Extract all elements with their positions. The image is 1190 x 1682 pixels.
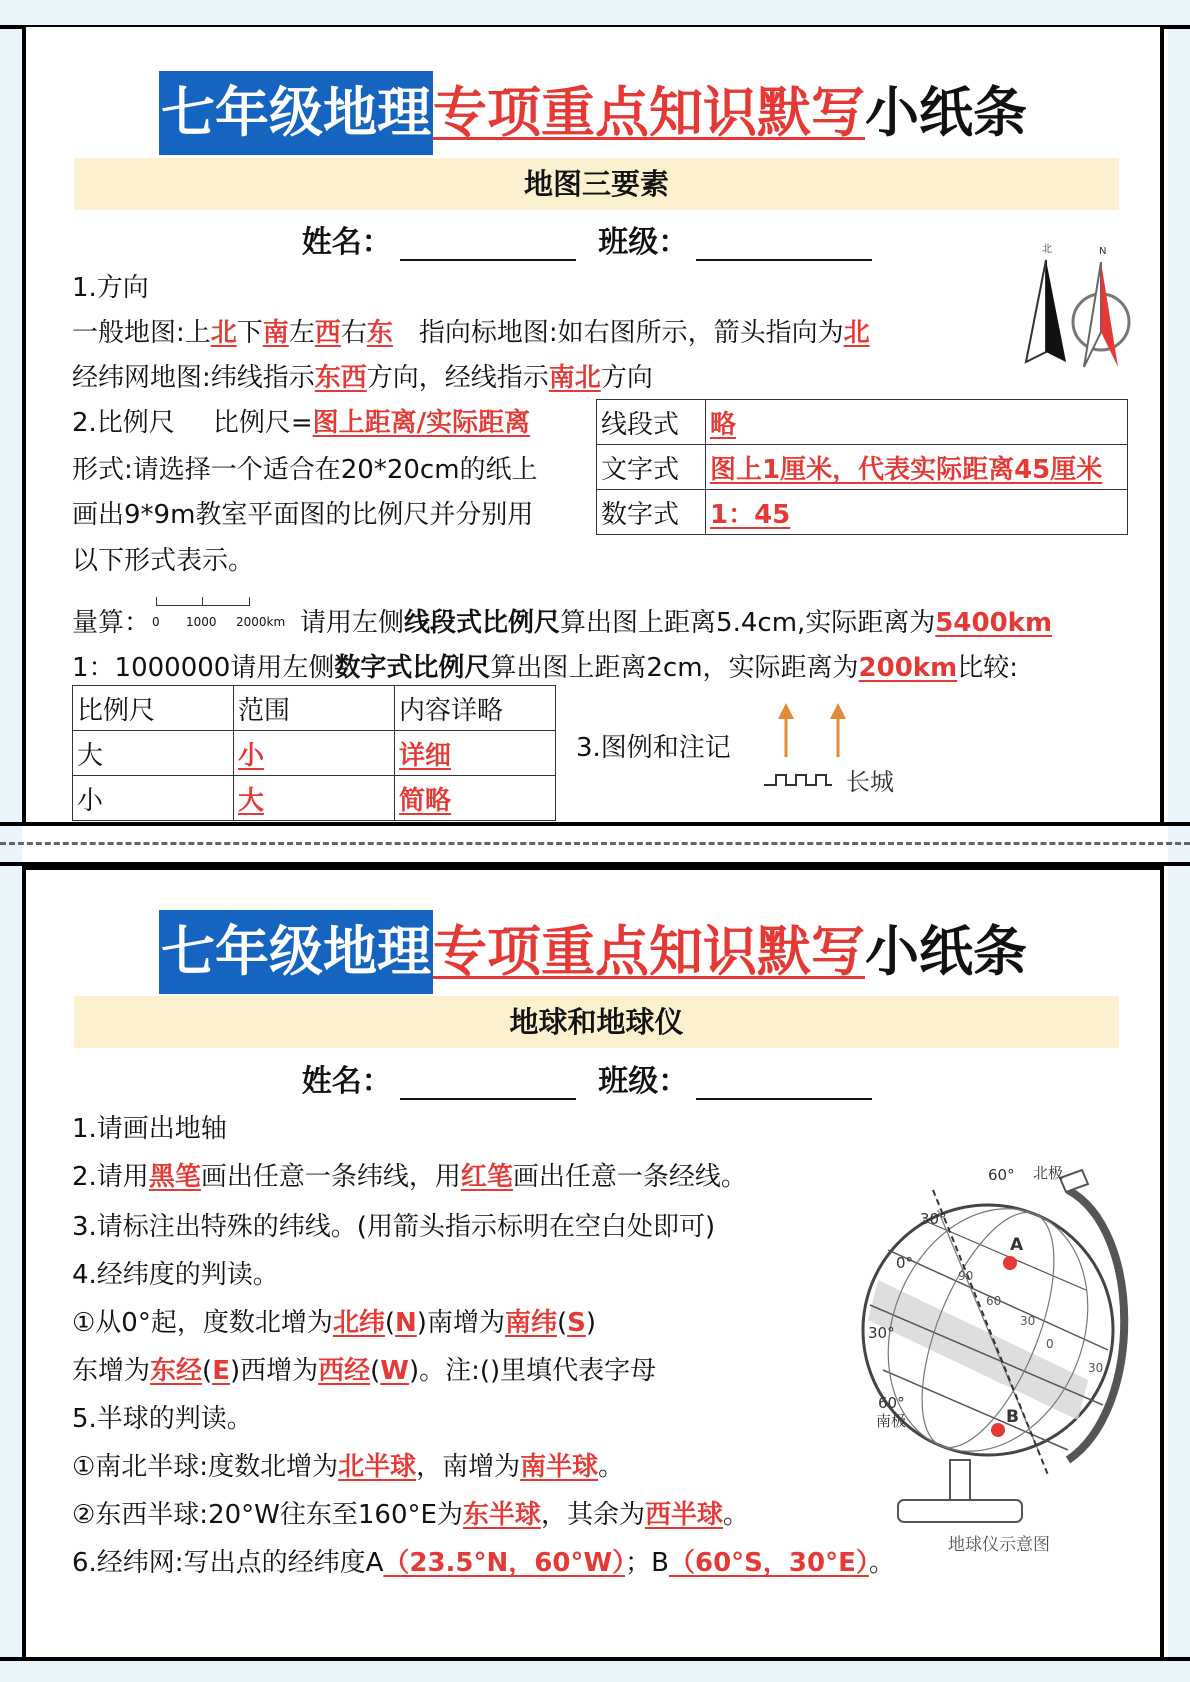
class-field[interactable] [696, 229, 872, 261]
card2-bottom-rule [0, 1657, 1190, 1661]
globe-label: 南极 [876, 1412, 907, 1430]
globe-label: 60 [986, 1294, 1002, 1308]
table-row: 数字式 1：45 [597, 490, 1128, 535]
class-field[interactable] [696, 1068, 872, 1100]
globe-label: 0 [1046, 1337, 1054, 1351]
title-suffix: 小纸条 [865, 81, 1027, 144]
table-row: 小 大 简略 [73, 776, 556, 821]
title-topic: 专项重点知识默写 [433, 81, 865, 144]
north-label-en: N [1099, 246, 1107, 257]
globe-label: 0° [896, 1254, 914, 1272]
table-row: 大 小 详细 [73, 731, 556, 776]
card-title [26, 71, 1160, 155]
worksheet-card-map-elements [22, 27, 1164, 825]
globe-label: 北极 [1033, 1164, 1064, 1182]
north-arrow-icon [996, 242, 1156, 382]
s2-line1: 2.比例尺 比例尺=图上距离/实际距离 [72, 408, 531, 438]
north-label-cn: 北 [1042, 244, 1052, 255]
s2-line4: 以下形式表示。 [72, 546, 255, 576]
s2-line2: 形式:请选择一个适合在20*20cm的纸上 [72, 455, 538, 485]
line-scale-icon: 0 1000 2000km [150, 611, 300, 637]
compare-table [72, 685, 556, 821]
globe-label: 90 [958, 1269, 974, 1283]
title-suffix: 小纸条 [865, 920, 1027, 983]
q6: 6.经纬网:写出点的经纬度A（23.5°N，60°W）；B（60°S，30°E）。 [72, 1548, 895, 1578]
bottom-strip [0, 1661, 1190, 1682]
worksheet-card-globe [22, 866, 1164, 1661]
top-strip [0, 0, 1190, 27]
s1-heading: 1.方向 [72, 273, 149, 303]
class-label: 班级： [598, 1064, 689, 1099]
q5-line1: ①南北半球:度数北增为北半球，南增为南半球。 [72, 1452, 625, 1482]
title-grade: 七年级地理 [159, 910, 433, 994]
cut-line [0, 842, 1190, 845]
name-class-row [26, 217, 1160, 261]
table-row: 线段式 略 [597, 400, 1128, 445]
q1: 1.请画出地轴 [72, 1114, 227, 1144]
right-margin [1168, 0, 1190, 1682]
globe-label: A [1010, 1235, 1024, 1255]
title-topic: 专项重点知识默写 [433, 920, 865, 983]
name-class-row [26, 1056, 1160, 1100]
s2-line3: 画出9*9m教室平面图的比例尺并分别用 [72, 500, 534, 530]
globe-label: 30° [868, 1324, 895, 1342]
left-margin [0, 0, 22, 1682]
s1-line1: 一般地图:上北下南左西右东 指向标地图:如右图所示，箭头指向为北 [72, 318, 870, 348]
scale-form-table [596, 399, 1128, 535]
name-field[interactable] [400, 1068, 576, 1100]
ratio-line: 1：1000000请用左侧数字式比例尺算出图上距离2cm，实际距离为200km比较: [72, 653, 1018, 683]
globe-icon [838, 1160, 1168, 1560]
q5: 5.半球的判读。 [72, 1404, 253, 1434]
q2: 2.请用黑笔画出任意一条纬线，用红笔画出任意一条经线。 [72, 1162, 747, 1192]
card1-bottom-rule [0, 822, 1190, 826]
globe-caption: 地球仪示意图 [948, 1535, 1050, 1555]
q4-line2: 东增为东经(E)西增为西经(W)。注:()里填代表字母 [72, 1356, 657, 1386]
name-field[interactable] [400, 229, 576, 261]
globe-label: 60° [988, 1166, 1015, 1184]
class-label: 班级： [598, 225, 689, 260]
q4-line1: ①从0°起，度数北增为北纬(N)南增为南纬(S) [72, 1308, 597, 1338]
section-band: 地图三要素 [74, 158, 1119, 210]
q3: 3.请标注出特殊的纬线。(用箭头指示标明在空白处即可) [72, 1212, 716, 1242]
s1-line2: 经纬网地图:纬线指示东西方向，经线指示南北方向 [72, 363, 653, 393]
q5-line2: ②东西半球:20°W往东至160°E为东半球，其余为西半球。 [72, 1500, 749, 1530]
card-title [26, 910, 1160, 994]
measure-line: 量算： 0 1000 2000km 请用左侧线段式比例尺算出图上距离5.4cm,实际距离为5400km [72, 602, 1052, 639]
name-label: 姓名： [301, 225, 392, 260]
legend-label: 长城 [846, 768, 894, 796]
title-grade: 七年级地理 [159, 71, 433, 155]
globe-label: 30° [920, 1210, 947, 1228]
table-row: 文字式 图上1厘米，代表实际距离45厘米 [597, 445, 1128, 490]
globe-label: 30 [1088, 1361, 1104, 1375]
table-row: 比例尺 范围 内容详略 [73, 686, 556, 731]
globe-label: B [1006, 1407, 1019, 1427]
globe-label: 60° [878, 1394, 905, 1412]
globe-label: 30 [1020, 1314, 1036, 1328]
section-band: 地球和地球仪 [74, 996, 1119, 1048]
s3-heading: 3.图例和注记 [576, 733, 731, 763]
name-label: 姓名： [301, 1064, 392, 1099]
q4: 4.经纬度的判读。 [72, 1260, 279, 1290]
